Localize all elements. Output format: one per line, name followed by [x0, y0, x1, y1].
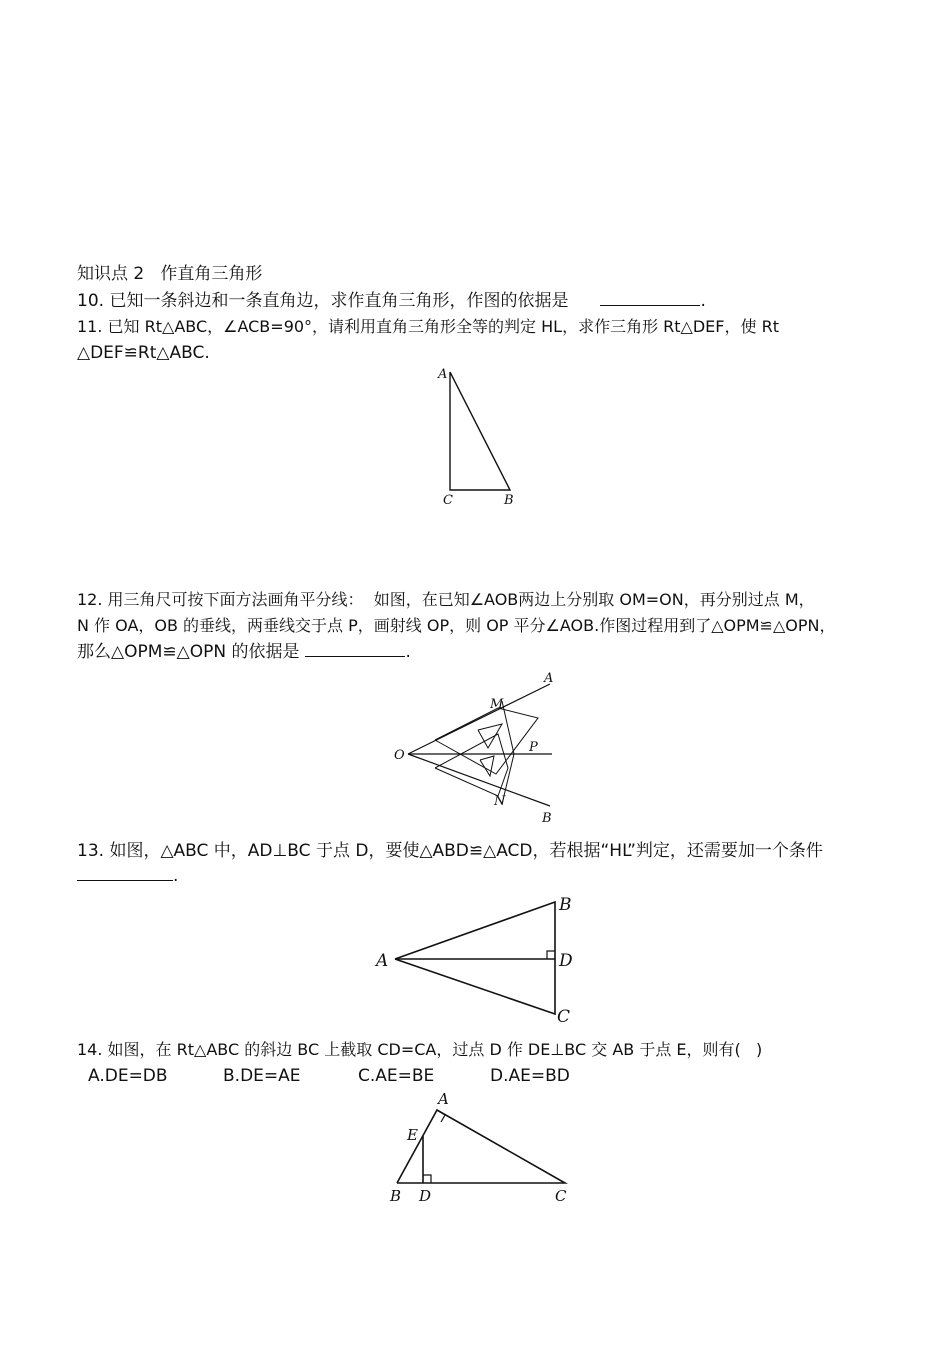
question-10-text: 10. 已知一条斜边和一条直角边，求作直角三角形，作图的依据是	[77, 291, 569, 311]
question-11-line-1: 11. 已知 Rt△ABC，∠ACB=90°，请利用直角三角形全等的判定 HL，求作三角形 Rt△DEF，使 Rt	[77, 317, 779, 336]
fig14-label-a: A	[438, 1090, 449, 1108]
fig14-label-d: D	[419, 1187, 432, 1205]
question-10-tail: .	[700, 291, 706, 311]
figure-11-right-triangle	[430, 360, 540, 510]
figure-12-angle-bisector	[390, 668, 570, 828]
question-12-line-2: N 作 OA，OB 的垂线，两垂线交于点 P，画射线 OP，则 OP 平分∠AOB.作图过程用到了△OPM≌△OPN，	[77, 616, 836, 635]
fig13-label-a: A	[376, 951, 389, 971]
figure-13-triangle-abc	[370, 890, 590, 1030]
question-14-line-1: 14. 如图，在 Rt△ABC 的斜边 BC 上截取 CD=CA，过点 D 作 DE⊥BC 交 AB 于点 E，则有( )	[77, 1040, 763, 1059]
fig12-label-p: P	[529, 740, 538, 755]
question-11-line-2: △DEF≌Rt△ABC.	[77, 343, 210, 363]
question-12-tail: .	[405, 642, 411, 662]
fig14-label-b: B	[390, 1187, 402, 1205]
fig13-label-d: D	[559, 951, 573, 971]
answer-blank-10[interactable]	[600, 289, 700, 306]
question-12-line-1: 12. 用三角尺可按下面方法画角平分线： 如图，在已知∠AOB两边上分别取 OM=ON，再分别过点 M，	[77, 590, 815, 609]
option-c[interactable]: C.AE=BE	[358, 1066, 435, 1086]
fig12-label-n: N	[494, 794, 506, 809]
fig12-label-o: O	[394, 748, 405, 763]
question-12-line-3	[77, 640, 411, 664]
fig11-label-b: B	[504, 493, 514, 508]
answer-blank-12[interactable]	[305, 640, 405, 657]
fig11-label-c: C	[443, 493, 453, 508]
question-13-line-2	[77, 864, 178, 888]
fig13-label-c: C	[557, 1007, 571, 1027]
option-d[interactable]: D.AE=BD	[490, 1066, 570, 1086]
question-13-line-1: 13. 如图，△ABC 中，AD⊥BC 于点 D，要使△ABD≌△ACD，若根据“HL”判定，还需要加一个条件	[77, 841, 823, 861]
fig12-label-m: M	[490, 697, 504, 712]
fig13-label-b: B	[559, 895, 572, 915]
option-a[interactable]: A.DE=DB	[88, 1066, 168, 1086]
fig12-label-b: B	[542, 811, 552, 826]
fig11-label-a: A	[438, 367, 448, 382]
fig14-label-c: C	[555, 1187, 567, 1205]
answer-blank-13[interactable]	[77, 864, 173, 881]
question-13-tail: .	[173, 866, 179, 886]
figure-14-right-triangle	[385, 1088, 585, 1208]
section-title: 知识点 2 作直角三角形	[77, 264, 263, 284]
fig12-label-a: A	[544, 671, 554, 686]
fig14-label-e: E	[407, 1126, 418, 1144]
question-10	[77, 289, 706, 313]
question-12-text: 那么△OPM≌△OPN 的依据是	[77, 642, 300, 662]
option-b[interactable]: B.DE=AE	[223, 1066, 301, 1086]
